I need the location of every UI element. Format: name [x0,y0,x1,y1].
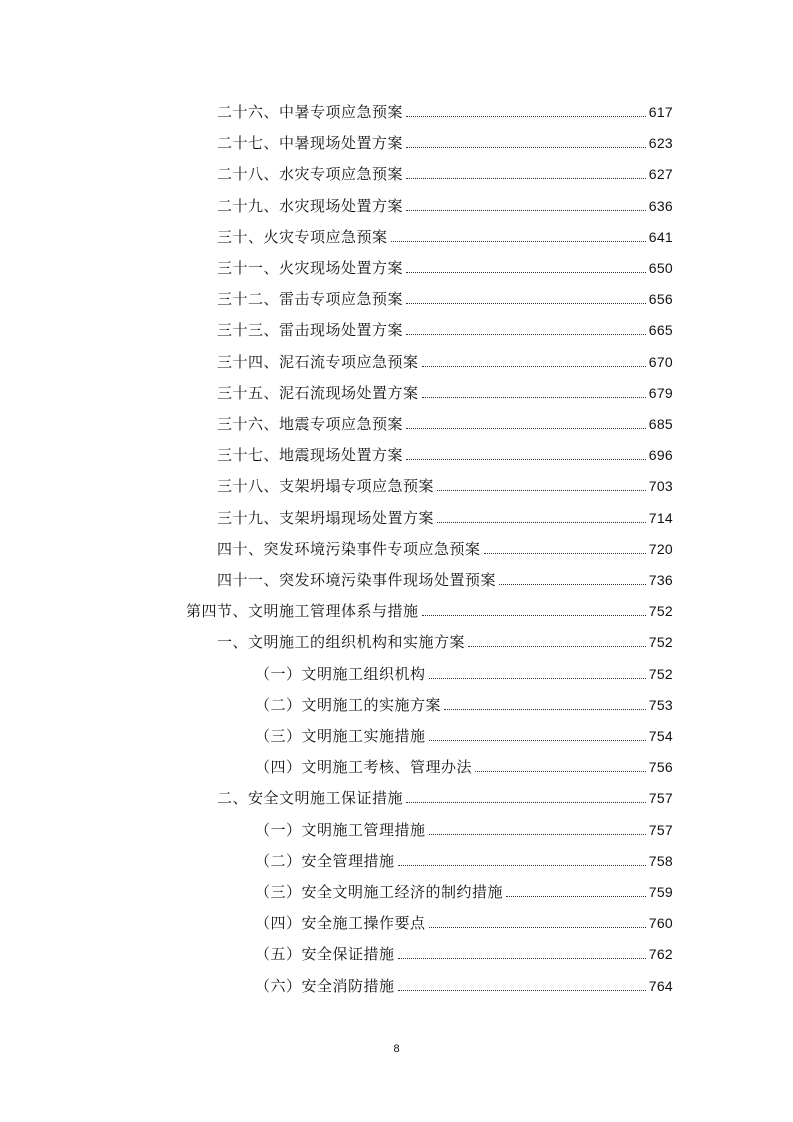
toc-entry-page: 650 [648,260,673,276]
toc-entry[interactable] [217,312,673,340]
dot-leader [406,115,646,117]
dot-leader [475,770,646,772]
dot-leader [406,458,646,460]
toc-entry-title: 三十一、火灾现场处置方案 [217,259,404,277]
dot-leader [444,708,646,710]
toc-entry-page: 752 [648,603,673,620]
toc-entry-title: 二十六、中暑专项应急预案 [217,103,404,121]
toc-entry-title: 二十七、中暑现场处置方案 [217,134,404,153]
toc-entry[interactable] [217,406,673,434]
toc-entry-page: 714 [648,509,673,526]
dot-leader [398,957,646,959]
dot-leader [406,209,646,211]
toc-entry-page: 764 [648,977,673,994]
toc-entry[interactable] [217,250,673,278]
dot-leader [429,926,646,928]
toc-entry[interactable] [255,749,673,777]
toc-entry[interactable] [255,687,673,715]
toc-entry-title: 二、安全文明施工保证措施 [217,789,404,808]
toc-entry-title: 三十六、地震专项应急预案 [217,415,404,433]
toc-entry[interactable] [217,219,673,247]
toc-entry[interactable] [255,936,673,964]
toc-entry-title: 三十九、支架坍塌现场处置方案 [217,508,435,527]
toc-entry[interactable] [217,281,673,309]
dot-leader [406,146,646,148]
toc-entry-title: （四）文明施工考核、管理办法 [255,758,473,777]
toc-entry[interactable] [217,437,673,465]
dot-leader [429,739,646,741]
dot-leader [406,427,646,429]
toc-entry-page: 753 [648,696,673,713]
toc-entry[interactable] [255,843,673,871]
toc-entry-title: 三十五、泥石流现场处置方案 [217,383,419,402]
dot-leader [437,489,646,491]
toc-entry-title: 第四节、文明施工管理体系与措施 [186,602,419,621]
toc-entry-page: 641 [648,228,673,245]
dot-leader [398,864,646,866]
dot-leader [499,583,646,585]
dot-leader [406,177,646,179]
toc-entry[interactable] [217,531,673,559]
toc-entry-title: 四十、突发环境污染事件专项应急预案 [217,539,481,558]
toc-entry[interactable] [255,656,673,684]
dot-leader [422,614,646,616]
toc-entry-page: 679 [648,384,673,401]
toc-entry-page: 757 [648,821,673,838]
toc-entry-page: 752 [648,665,673,682]
toc-entry-title: 三十四、泥石流专项应急预案 [217,352,419,371]
toc-entry[interactable] [255,812,673,840]
toc-entry-page: 696 [648,447,673,464]
toc-entry-page: 754 [648,728,673,744]
toc-entry-page: 623 [648,135,673,152]
toc-entry[interactable] [217,94,673,122]
toc-entry-title: 二十八、水灾专项应急预案 [217,165,404,184]
toc-entry-page: 762 [648,946,673,963]
toc-entry-title: 一、文明施工的组织机构和实施方案 [217,633,466,652]
toc-entry[interactable] [186,593,673,621]
toc-entry-title: 三十七、地震现场处置方案 [217,446,404,465]
toc-entry[interactable] [217,562,673,590]
toc-entry-page: 757 [648,790,673,807]
toc-entry-title: 三十二、雷击专项应急预案 [217,290,404,309]
page-number: 8 [393,1043,400,1055]
toc-entry[interactable] [255,968,673,996]
toc-entry[interactable] [255,905,673,933]
toc-entry[interactable] [217,188,673,216]
dot-leader [437,521,646,523]
toc-entry-title: 四十一、突发环境污染事件现场处置预案 [217,571,497,589]
toc-entry-title: 三十、火灾专项应急预案 [217,227,388,246]
dot-leader [391,240,646,242]
toc-entry[interactable] [217,344,673,372]
toc-entry-page: 617 [648,104,673,120]
toc-entry-title: （二）安全管理措施 [255,851,395,870]
toc-entry-page: 670 [648,353,673,370]
toc-entry[interactable] [217,624,673,652]
dot-leader [429,833,646,835]
toc-entry[interactable] [217,125,673,153]
toc-entry-title: （六）安全消防措施 [255,976,395,995]
toc-entry-title: （三）安全文明施工经济的制约措施 [255,883,504,901]
toc-entry-title: （一）文明施工管理措施 [255,820,426,839]
toc-entry-page: 703 [648,478,673,495]
toc-entry-page: 720 [648,540,673,557]
toc-entry-page: 736 [648,572,673,588]
toc-entry[interactable] [217,780,673,808]
toc-entry-page: 756 [648,759,673,776]
toc-entry-title: （一）文明施工组织机构 [255,664,426,683]
toc-entry[interactable] [255,874,673,902]
dot-leader [429,677,646,679]
toc-entry[interactable] [217,500,673,528]
dot-leader [506,895,646,897]
dot-leader [422,396,646,398]
dot-leader [406,271,646,273]
dot-leader [406,302,646,304]
toc-entry-page: 636 [648,197,673,214]
dot-leader [468,645,646,647]
toc-entry-title: （五）安全保证措施 [255,945,395,964]
toc-entry-page: 665 [648,322,673,339]
toc-entry[interactable] [217,156,673,184]
toc-entry-title: 二十九、水灾现场处置方案 [217,196,404,215]
toc-entry-page: 627 [648,166,673,183]
toc-entry-page: 758 [648,852,673,869]
toc-entry[interactable] [255,718,673,746]
toc-entry-title: （三）文明施工实施措施 [255,727,426,745]
toc-entry[interactable] [217,468,673,496]
dot-leader [406,333,646,335]
toc-entry-page: 760 [648,915,673,932]
dot-leader [422,365,646,367]
dot-leader [484,552,646,554]
toc-entry-page: 685 [648,416,673,432]
dot-leader [398,989,646,991]
toc-entry-page: 656 [648,291,673,308]
toc-entry-title: （二）文明施工的实施方案 [255,695,442,714]
toc-entry-title: 三十八、支架坍塌专项应急预案 [217,477,435,496]
toc-entry-page: 752 [648,634,673,651]
dot-leader [406,801,646,803]
toc-entry-title: （四）安全施工操作要点 [255,914,426,933]
toc-entry-page: 759 [648,884,673,900]
toc-entry-title: 三十三、雷击现场处置方案 [217,321,404,340]
toc-entry[interactable] [217,375,673,403]
